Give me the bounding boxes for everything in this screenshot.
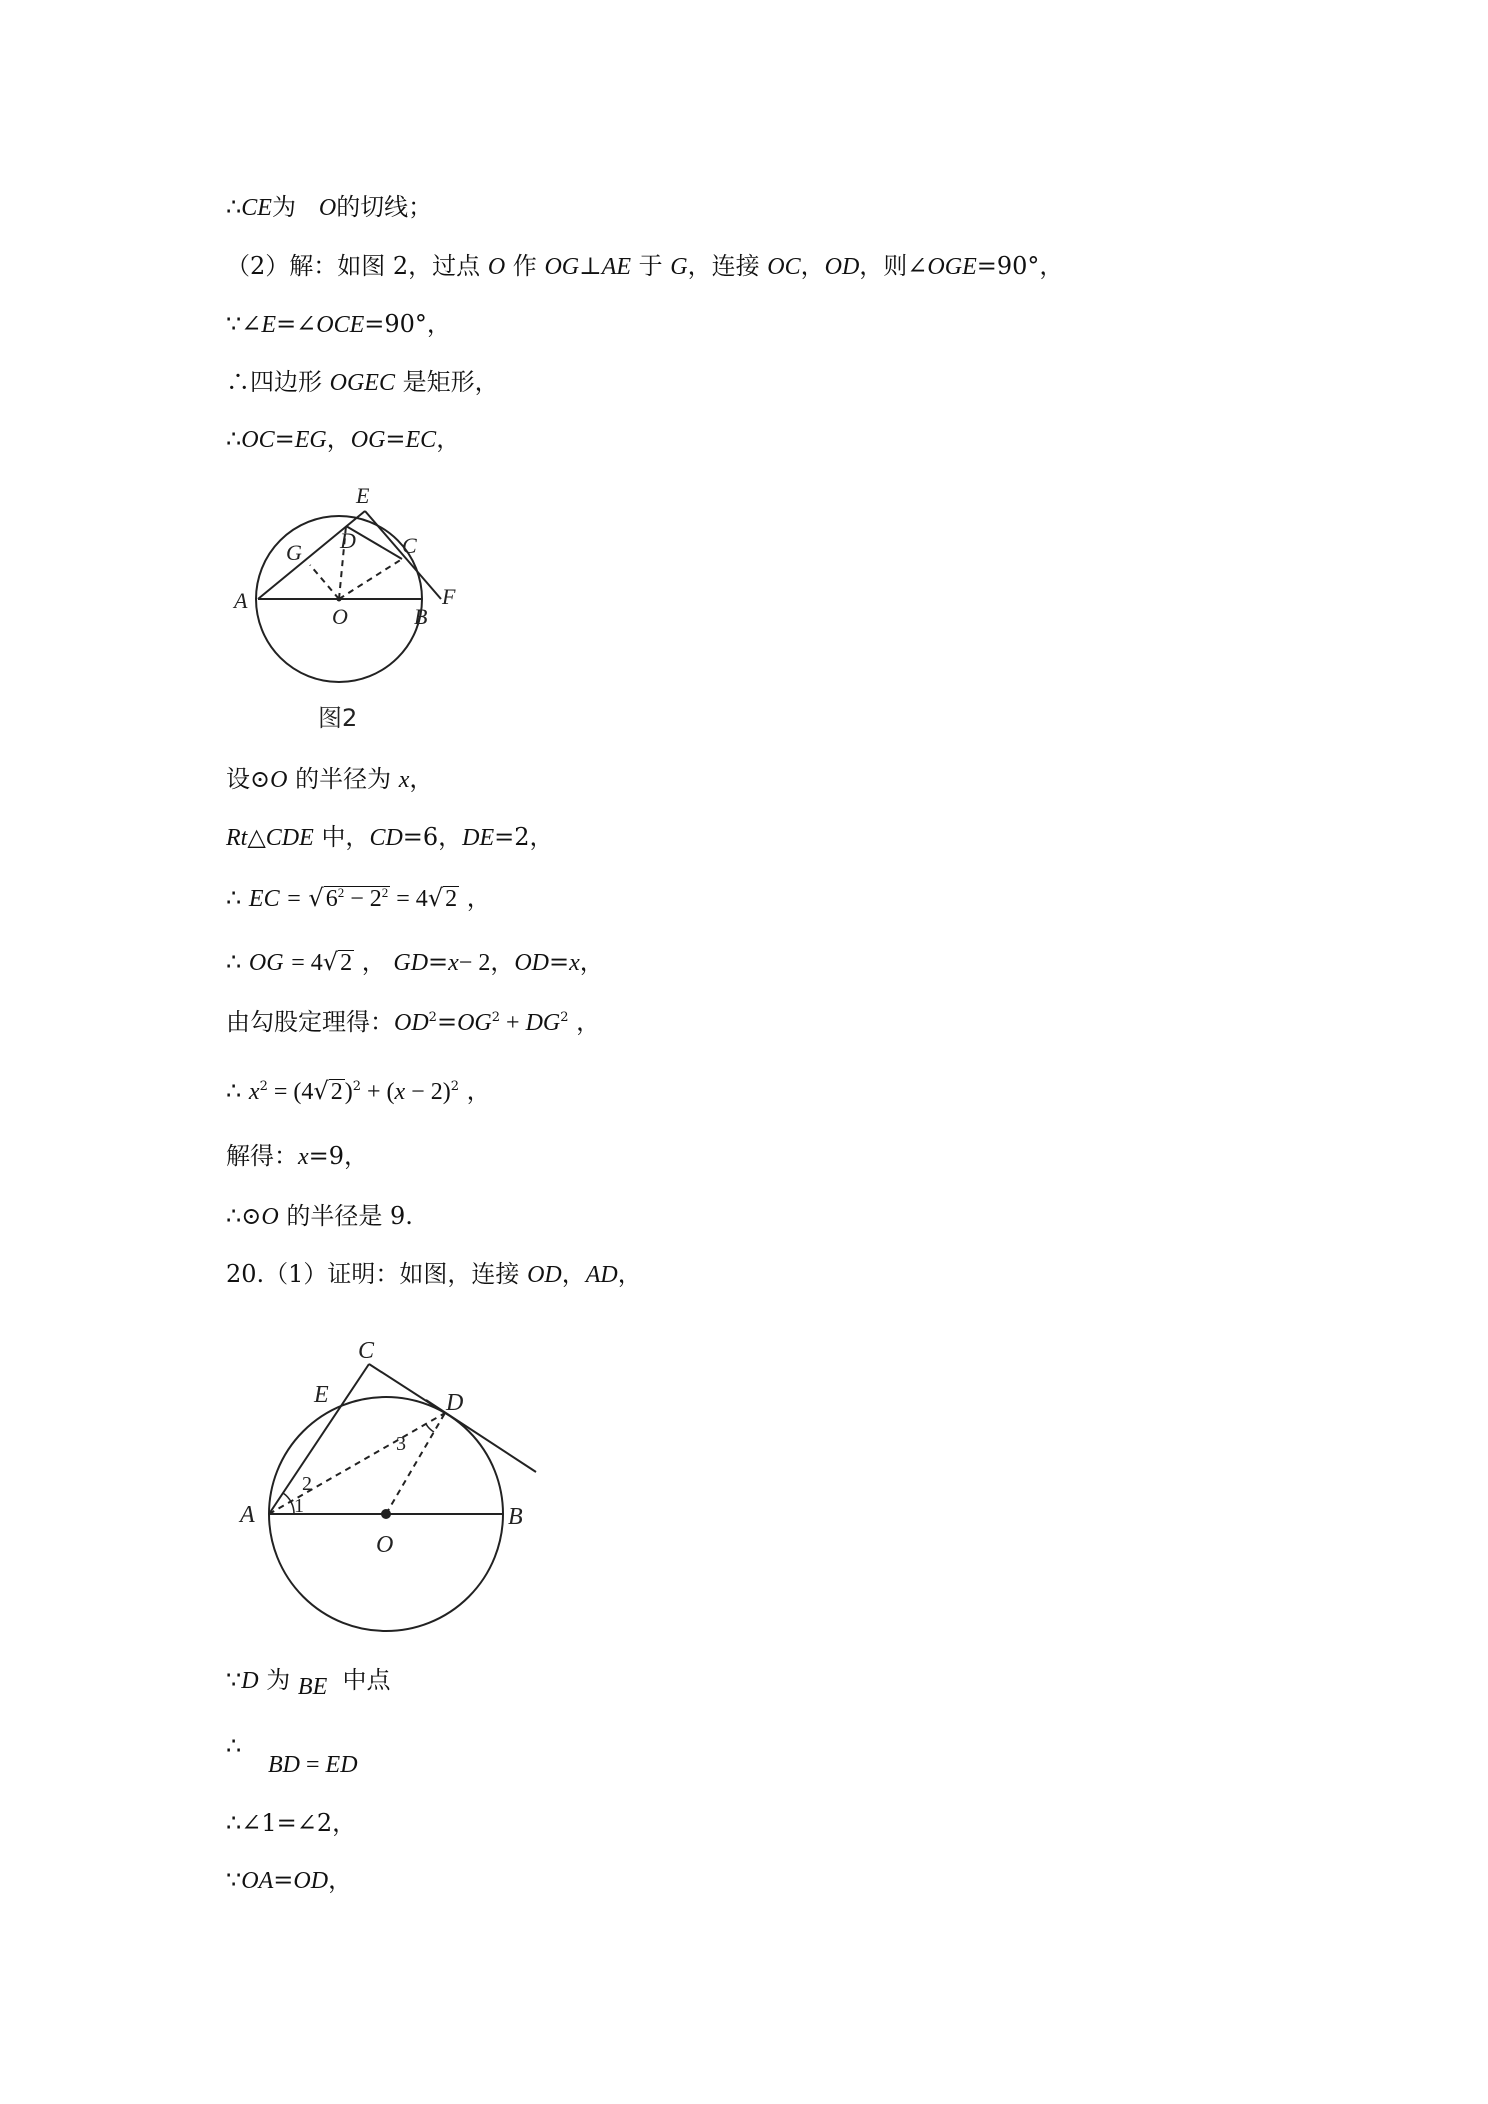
label-e: E <box>356 483 370 508</box>
text-line-14: 20.（1）证明：如图，连接 OD，AD， <box>226 1260 642 1288</box>
angle-arc-3 <box>426 1424 434 1432</box>
label-f: F <box>442 584 456 609</box>
text-line-2: （2）解：如图 2，过点 O 作 OG⊥AE 于 G，连接 OC，OD，则∠OGE=90°， <box>226 252 1064 280</box>
text-line-12: 解得：x=9， <box>226 1142 369 1170</box>
text-line-16-eq: BD = ED <box>268 1752 358 1778</box>
center-dot <box>337 597 342 602</box>
text-line-15: ∵D 为 BE 中点 <box>226 1666 391 1700</box>
label-e: E <box>314 1382 329 1408</box>
text-line-4: ∴四边形 OGEC 是矩形， <box>226 368 499 396</box>
label-c: C <box>402 533 417 558</box>
figure-circle-tangent-1 <box>226 480 476 720</box>
text-line-11: ∴ $x^2 = (4√2)^2 + (x - 2)^2$ ， <box>226 1077 491 1105</box>
text-line-18: ∵OA=OD， <box>226 1866 353 1894</box>
label-b: B <box>414 604 428 629</box>
text-line-7: Rt△CDE 中，CD=6，DE=2， <box>226 823 554 851</box>
dash-oc <box>339 559 402 599</box>
label-g: G <box>286 540 302 565</box>
figure-circle-tangent-2 <box>226 1330 556 1660</box>
text-line-10: 由勾股定理得：$OD^2=OG^2 + DG^2$ ， <box>226 1008 601 1036</box>
label-b: B <box>508 1504 523 1530</box>
text-line-13: ∴⊙O 的半径是 9. <box>226 1202 413 1230</box>
text-line-16: ∴ <box>226 1732 242 1760</box>
label-a: A <box>234 588 248 613</box>
dash-od <box>386 1413 445 1514</box>
figure-caption: 图2 <box>318 704 358 732</box>
label-o: O <box>332 604 348 629</box>
label-angle-2: 2 <box>302 1473 312 1495</box>
segment-ae <box>258 511 365 599</box>
dash-og <box>310 565 339 599</box>
text-line-6: 设⊙O 的半径为 x， <box>226 765 434 793</box>
center-dot <box>381 1509 391 1519</box>
label-c: C <box>358 1338 375 1364</box>
label-d: D <box>340 528 356 553</box>
label-a: A <box>240 1502 255 1528</box>
label-o: O <box>376 1532 394 1558</box>
text-line-5: ∴OC=EG，OG=EC， <box>226 425 461 453</box>
label-angle-3: 3 <box>396 1433 406 1455</box>
text-line-1: ∴CE为 O的切线； <box>226 193 433 221</box>
text-line-3: ∵∠E=∠OCE=90°， <box>226 310 451 338</box>
label-d: D <box>446 1390 464 1416</box>
label-angle-1: 1 <box>294 1495 304 1517</box>
tangent-at-d <box>426 1400 536 1472</box>
text-line-8: ∴ EC = $√6^2 - 2^2 = 4√2$ ， <box>226 884 491 912</box>
text-line-9: ∴ OG = 4√2 ， GD=x− 2，OD=x， <box>226 948 604 976</box>
text-line-17: ∴∠1=∠2， <box>226 1809 357 1837</box>
